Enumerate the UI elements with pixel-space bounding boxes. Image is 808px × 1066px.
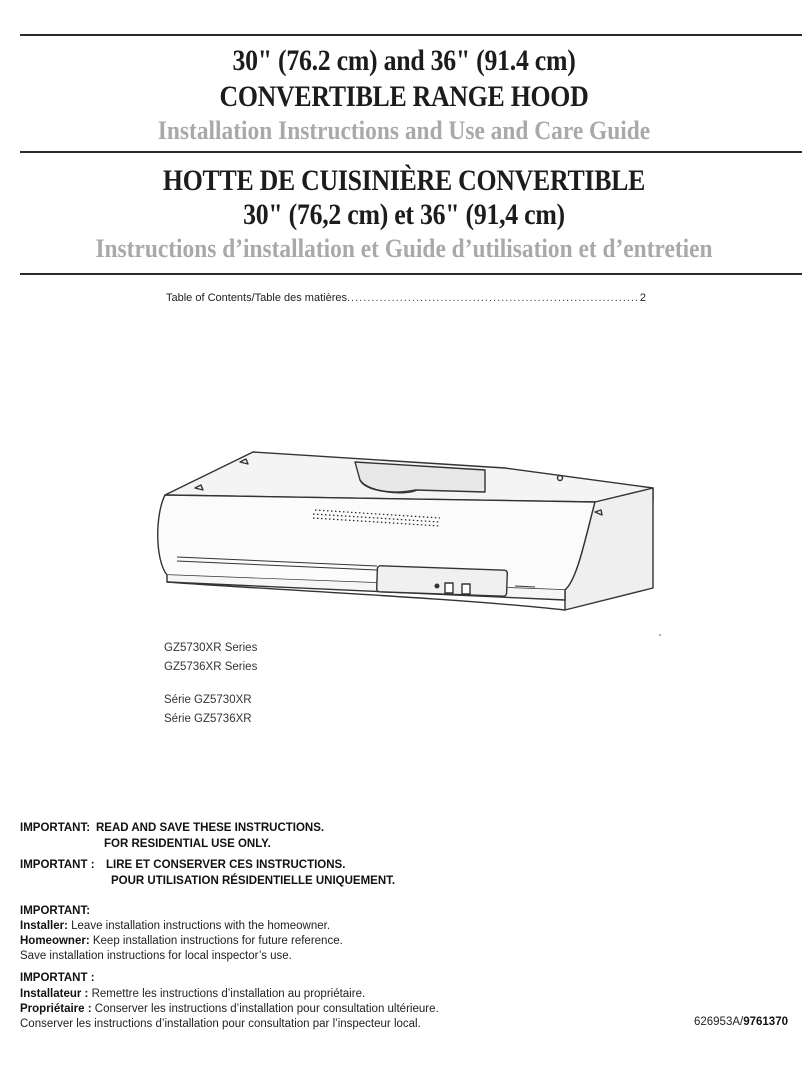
notes-heading-fr: IMPORTANT : — [20, 972, 95, 984]
note-inspector-en: Save installation instructions for local inspector’s use. — [20, 950, 292, 962]
note-installer-en-text: Leave installation instructions with the homeowner. — [67, 920, 331, 932]
note-installer-en — [20, 920, 330, 932]
toc-label: Table of Contents/Table des matières — [166, 292, 347, 304]
middle-rule — [20, 151, 802, 153]
note-owner-fr-text: Conserver les instructions d’installation pour consultation ultérieure. — [91, 1003, 439, 1015]
title-product-fr: HOTTE DE CUISINIÈRE CONVERTIBLE — [162, 164, 646, 197]
title-size-fr: 30" (76,2 cm) et 36" (91,4 cm) — [243, 198, 565, 231]
range-hood-illustration — [155, 440, 675, 640]
note-inspector-fr: Conserver les instructions d’installation pour consultation par l’inspecteur local. — [20, 1018, 421, 1030]
toc-page-number: 2 — [639, 292, 646, 304]
part-number-bold: 9761370 — [743, 1016, 788, 1028]
note-homeowner-en — [20, 935, 343, 947]
model-series-fr-2: Série GZ5736XR — [164, 713, 252, 725]
model-series-en-2: GZ5736XR Series — [164, 661, 258, 673]
note-owner-fr-label: Propriétaire : — [20, 1003, 92, 1015]
important-label-fr: IMPORTANT : — [20, 859, 95, 871]
subtitle-fr: Instructions d’installation et Guide d’utilisation et d’entretien — [95, 234, 713, 263]
note-installer-fr-label: Installateur : — [20, 988, 89, 1000]
bottom-rule — [20, 273, 802, 275]
table-of-contents-entry[interactable] — [166, 292, 646, 304]
important-label-en: IMPORTANT: — [20, 822, 91, 834]
important-residential-fr: POUR UTILISATION RÉSIDENTIELLE UNIQUEMENT. — [111, 875, 396, 887]
note-homeowner-en-text: Keep installation instructions for future reference. — [89, 935, 343, 947]
notes-heading-en: IMPORTANT: — [20, 905, 91, 917]
model-series-en-1: GZ5730XR Series — [164, 642, 258, 654]
note-installer-en-label: Installer: — [20, 920, 68, 932]
important-read-save-fr: LIRE ET CONSERVER CES INSTRUCTIONS. — [106, 859, 346, 871]
subtitle-en: Installation Instructions and Use and Care Guide — [157, 116, 651, 145]
note-installer-fr-text: Remettre les instructions d’installation au propriétaire. — [88, 988, 366, 1000]
part-number — [694, 1016, 788, 1028]
important-read-save-en: READ AND SAVE THESE INSTRUCTIONS. — [96, 822, 325, 834]
note-homeowner-en-label: Homeowner: — [20, 935, 90, 947]
note-owner-fr — [20, 1003, 439, 1015]
top-rule — [20, 34, 802, 36]
toc-leader-dots — [347, 292, 640, 304]
part-number-prefix: 626953A/ — [693, 1016, 744, 1028]
title-size-en: 30" (76.2 cm) and 36" (91.4 cm) — [232, 44, 576, 77]
model-series-fr-1: Série GZ5730XR — [164, 694, 252, 706]
important-residential-en: FOR RESIDENTIAL USE ONLY. — [104, 838, 271, 850]
title-product-en: CONVERTIBLE RANGE HOOD — [219, 80, 589, 113]
note-installer-fr — [20, 988, 365, 1000]
